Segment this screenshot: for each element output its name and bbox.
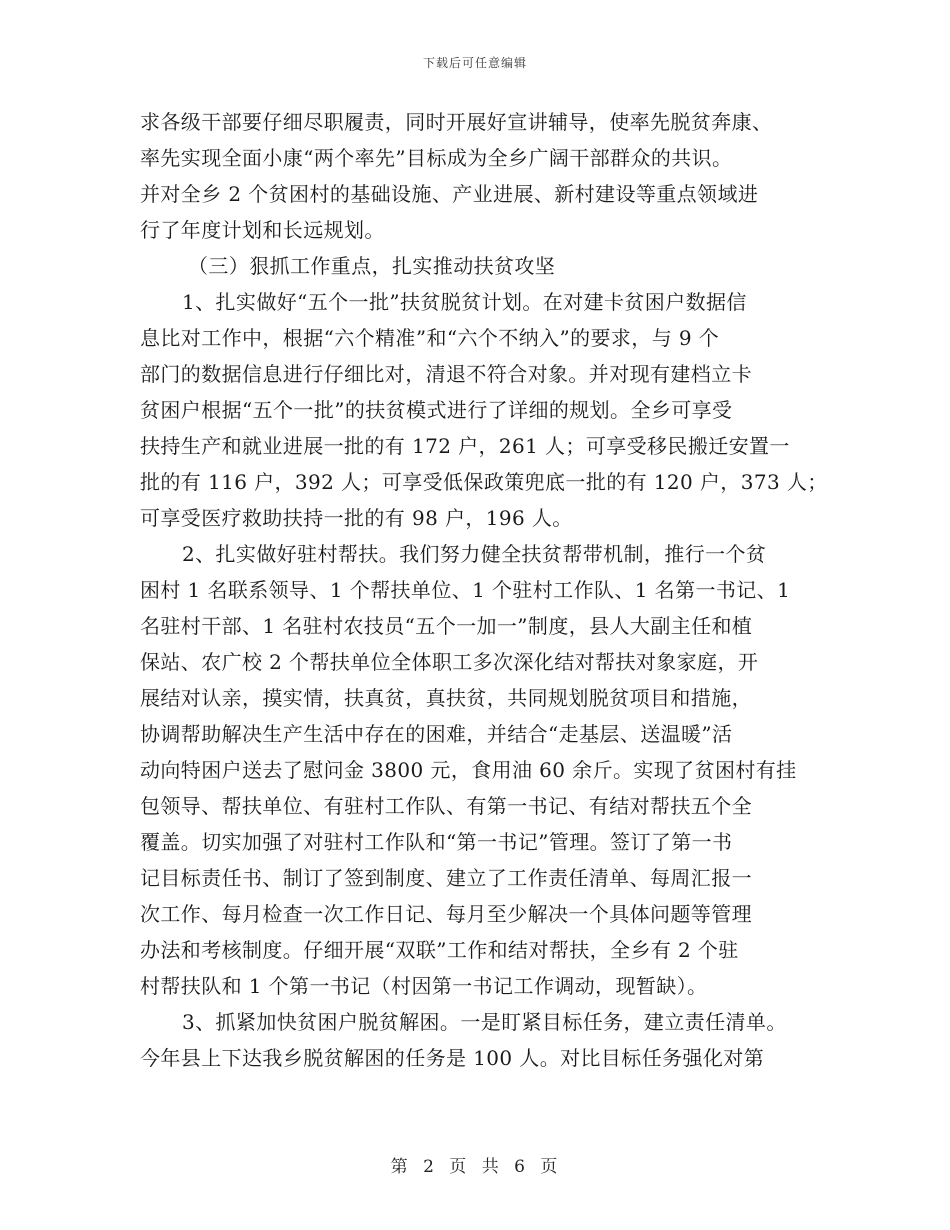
text-line: 今年县上下达我乡脱贫解困的任务是 100 人。对比目标任务强化对第: [140, 1046, 765, 1070]
text-line: 部门的数据信息进行仔细比对，清退不符合对象。并对现有建档立卡: [140, 362, 752, 386]
body-text: [140, 104, 828, 1076]
text-line: 协调帮助解决生产生活中存在的困难，并结合“走基层、送温暖”活: [140, 722, 733, 746]
text-line: 次工作、每月检查一次工作日记、每月至少解决一个具体问题等管理: [140, 902, 752, 926]
text-line: 办法和考核制度。仔细开展“双联”工作和结对帮扶，全乡有 2 个驻: [140, 938, 739, 962]
text-line: 名驻村干部、1 名驻村农技员“五个一加一”制度，县人大副主任和植: [140, 614, 753, 638]
text-line: 村帮扶队和 1 个第一书记（村因第一书记工作调动，现暂缺）。: [140, 974, 708, 998]
footer-prefix: 第: [390, 1157, 410, 1177]
text-line: 并对全乡 2 个贫困村的基础设施、产业进展、新村建设等重点领域进: [140, 182, 759, 206]
text-line: 扶持生产和就业进展一批的有 172 户，261 人；可享受移民搬迁安置一: [140, 434, 790, 458]
text-line: 行了年度计划和长远规划。: [140, 218, 385, 242]
current-page-number: 2: [423, 1157, 436, 1177]
paragraph-start-line: 2、扎实做好驻村帮扶。我们努力健全扶贫帮带机制，推行一个贫: [182, 542, 767, 566]
section-heading: （三）狠抓工作重点，扎实推动扶贫攻坚: [188, 254, 556, 278]
text-line: 动向特困户送去了慰问金 3800 元，食用油 60 余斤。实现了贫困村有挂: [140, 758, 797, 782]
text-line: 贫困户根据“五个一批”的扶贫模式进行了详细的规划。全乡可享受: [140, 398, 733, 422]
text-line: 覆盖。切实加强了对驻村工作队和“第一书记”管理。签订了第一书: [140, 830, 733, 854]
footer-total-word: 共: [481, 1157, 501, 1177]
text-line: 保站、农广校 2 个帮扶单位全体职工多次深化结对帮扶对象家庭，开: [140, 650, 759, 674]
text-line: 批的有 116 户，392 人；可享受低保政策兜底一批的有 120 户，373 人；: [140, 470, 828, 494]
text-line: 包领导、帮扶单位、有驻村工作队、有第一书记、有结对帮扶五个全: [140, 794, 752, 818]
text-line: 求各级干部要仔细尽职履责，同时开展好宣讲辅导，使率先脱贫奔康、: [140, 110, 773, 134]
footer-page-word: 页: [449, 1157, 469, 1177]
paragraph-start-line: 3、抓紧加快贫困户脱贫解困。一是盯紧目标任务，建立责任清单。: [182, 1010, 787, 1034]
text-line: 困村 1 名联系领导、1 个帮扶单位、1 个驻村工作队、1 名第一书记、1: [140, 578, 791, 602]
paragraph-start-line: 1、扎实做好“五个一批”扶贫脱贫计划。在对建卡贫困户数据信: [182, 290, 747, 314]
header-note: 下载后可任意编辑: [422, 56, 527, 70]
text-line: 率先实现全面小康“两个率先”目标成为全乡广阔干部群众的共识。: [140, 146, 733, 170]
footer-suffix: 页: [540, 1157, 560, 1177]
total-page-number: 6: [514, 1157, 527, 1177]
text-line: 可享受医疗救助扶持一批的有 98 户，196 人。: [140, 506, 573, 530]
text-line: 记目标责任书、制订了签到制度、建立了工作责任清单、每周汇报一: [140, 866, 752, 890]
text-line: 展结对认亲，摸实情，扶真贫，真扶贫，共同规划脱贫项目和措施，: [140, 686, 752, 710]
page-number-footer: [0, 1152, 950, 1177]
text-line: 息比对工作中，根据“六个精准”和“六个不纳入”的要求，与 9 个: [140, 326, 720, 350]
